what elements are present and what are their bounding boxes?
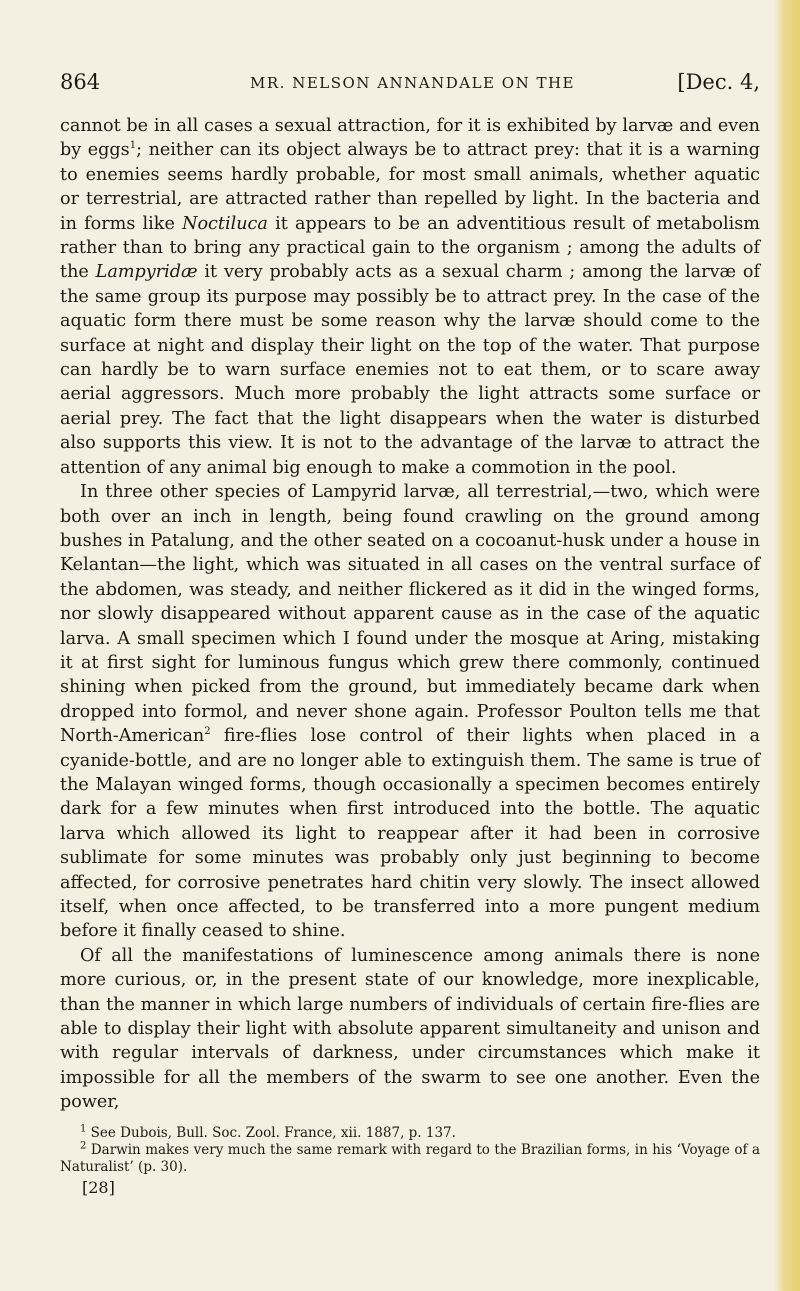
- footnote-mark: 2: [80, 1140, 87, 1152]
- text-run: cannot be in all cases a sexual attraction, for it is exhibited by larvæ and even by eggs: [60, 116, 760, 161]
- body-text: [60, 114, 760, 1115]
- running-title: MR. NELSON ANNANDALE ON THE: [250, 74, 575, 92]
- footnote: [60, 1142, 760, 1176]
- footnote-ref: 1: [129, 140, 137, 152]
- page-edge: [774, 0, 800, 1291]
- header-date: [Dec. 4,: [677, 70, 760, 94]
- page-number: 864: [60, 70, 101, 94]
- footnote: [60, 1125, 760, 1142]
- text-run: fire-flies lose control of their lights when placed in a cyanide-bottle, and are no longer able to extinguish them. The same is true of the Malayan winged forms, though occasionally a specimen becomes entirely dark for a few minutes when first introduced into the bottle. The aquatic larva which allowed its light to reappear after it had been in corrosive sublimate for some minutes was probably only just beginning to become affected, for corrosive penetrates hard chitin very slowly. The insect allowed itself, when once affected, to be transferred into a more pungent medium before it finally ceased to shine.: [60, 726, 760, 942]
- book-page: [60, 70, 760, 1197]
- footnote-text: See Dubois, Bull. Soc. Zool. France, xii. 1887, p. 137.: [86, 1124, 456, 1141]
- text-run: Of all the manifestations of luminescence among animals there is none more curious, or, in the present state of our knowledge, more inexplicable, than the manner in which large numbers of individuals of certain fire-flies are able to display their light with absolute apparent simultaneity and unison and with regular intervals of darkness, under circumstances which make it impossible for all the members of the swarm to see one another. Even the power,: [60, 945, 760, 1113]
- italic-term: Noctiluca: [182, 213, 268, 234]
- text-run: In three other species of Lampyrid larvæ, all terrestrial,—two, which were both over an inch in length, being found crawling on the ground among bushes in Patalung, and the other seated on a cocoanut-husk under a house in Kelantan—the light, which was situated in all cases on the ventral surface of the abdomen, was steady, and neither flickered as it did in the winged forms, nor slowly disappeared without apparent cause as in the case of the aquatic larva. A small specimen which I found under the mosque at Aring, mistaking it at first sight for luminous fungus which grew there commonly, continued shining when picked from the ground, but immediately became dark when dropped into formol, and never shone again. Professor Poulton tells me that North-American: [60, 482, 760, 747]
- signature-mark: [28]: [82, 1177, 115, 1197]
- paragraph: [60, 944, 760, 1115]
- paragraph: [60, 480, 760, 944]
- text-run: it appears to be an adventitious result of metabolism rather than to bring any practical gain to the organism ; among the adults of the: [60, 213, 760, 283]
- footnote-mark: 1: [80, 1123, 87, 1135]
- footnote-ref: 2: [204, 726, 211, 738]
- running-header: [60, 70, 760, 100]
- text-run: it very probably acts as a sexual charm ; among the larvæ of the same group its purpose may possibly be to attract prey. In the case of the aquatic form there must be some reason why the larvæ should come to the surface at night and display their light on the top of the water. That purpose can hardly be to warn surface enemies not to eat them, or to scare away aerial aggressors. Much more probably the light attracts some surface or aerial prey. The fact that the light disappears when the water is disturbed also supports this view. It is not to the advantage of the larvæ to attract the attention of any animal big enough to make a commotion in the pool.: [60, 262, 760, 478]
- italic-term: Lampyridæ: [95, 262, 198, 283]
- paragraph: [60, 114, 760, 480]
- footnotes: [60, 1125, 760, 1176]
- footnote-text: Darwin makes very much the same remark with regard to the Brazilian forms, in his ‘Voyage of a Naturalist’ (p. 30).: [60, 1141, 760, 1175]
- text-run: ; neither can its object always be to attract prey: that it is a warning to enemies seems hardly probable, for most small animals, whether aquatic or terrestrial, are attracted rather than repelled by light. In the bacteria and in forms like: [60, 140, 760, 234]
